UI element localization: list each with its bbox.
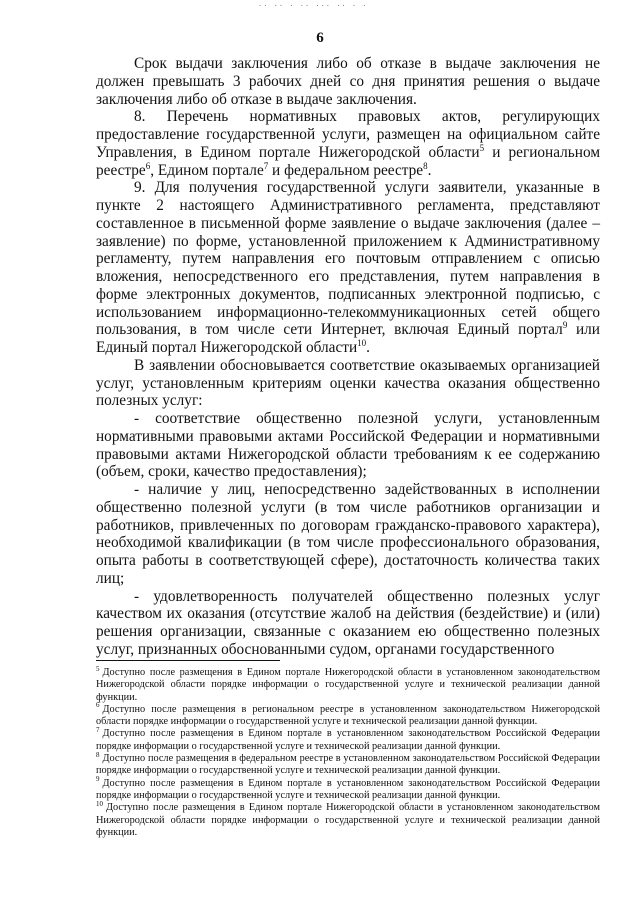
footnote xyxy=(96,775,600,803)
footnote xyxy=(96,664,600,704)
paragraph-text: , Едином портале xyxy=(150,161,264,179)
footnote-ref[interactable]: 5 xyxy=(479,142,485,153)
paragraph-issue-term: Срок выдачи заключения либо об отказе в выдаче заключения не должен превышать 3 рабочих дней со дня принятия решения о выдаче заключения либо об отказе в выдаче заключения. xyxy=(96,55,600,108)
paragraph-text: . xyxy=(366,339,370,356)
footnote xyxy=(96,750,600,778)
footnote-ref[interactable]: 7 xyxy=(263,160,269,171)
paragraph-9-application xyxy=(96,179,600,357)
footnote-text: Доступно после размещения в региональном реестре в установленном законодательством Нижегородской области порядке информации о государственной услуге и технической реализации данной функции. xyxy=(96,703,600,728)
footnote-text: Доступно после размещения в Едином портале Нижегородской области в установленном законодательством Нижегородской области порядке информации о государственной услуге и технической реализации данной функции. xyxy=(96,667,600,703)
paragraph-application-justification: В заявлении обосновывается соответствие оказываемых организацией услуг, установленным критериям оценки качества оказания общественно полезных услуг: xyxy=(96,356,600,410)
criterion-compliance: - соответствие общественно полезной услуги, установленным нормативными правовыми актами Российской Федерации и нормативными правовыми актами Нижегородской области требованиям к ее содержанию (объем, сроки, качество предоставления); xyxy=(96,410,600,481)
footnote-text: Доступно после размещения в Едином портале Нижегородской области в установленном законодательством Нижегородской области порядке информации о государственной услуге и технической реализации данной функции. xyxy=(96,802,600,838)
footnote-number: 7 xyxy=(96,726,100,735)
footnote-text: Доступно после размещения в Едином портале в установленном законодательством Российской Федерации порядке информации о государственной услуге и технической реализации данной функции. xyxy=(96,777,600,801)
paragraph-8-legal-acts xyxy=(96,108,600,179)
document-body xyxy=(96,55,600,659)
criterion-qualification: - наличие у лиц, непосредственно задействованных в исполнении общественно полезной услуги (в том числе работников организации и работников, привлеченных по договорам гражданско-правового характера), необходимой квалификации (в том числе профессионального образования, опыта работы в соответствующей сфере), достаточность количества таких лиц; xyxy=(96,481,600,587)
footnote-text: Доступно после размещения в Едином портале в установленном законодательством Российской Федерации порядке информации о государственной услуге и технической реализации данной функции. xyxy=(96,728,600,752)
paragraph-text: . xyxy=(427,161,432,179)
footnote-ref[interactable]: 6 xyxy=(145,160,151,171)
page-number: 6 xyxy=(316,30,324,46)
footnotes xyxy=(96,664,600,839)
footnote xyxy=(96,799,600,839)
paragraph-text: 8. Перечень нормативных правовых актов, регулирующих предоставление государственной услуги, размещен на официальном сайте Управления, в Едином портале Нижегородской области xyxy=(96,108,600,161)
footnote-number: 6 xyxy=(96,701,100,710)
footnote-text: Доступно после размещения в федеральном реестре в установленном законодательством Российской Федерации порядке информации о государственной услуге и технической реализации данной функции. xyxy=(96,753,600,777)
footnote xyxy=(96,701,600,729)
footnote-separator xyxy=(96,660,280,661)
paragraph-text: или Единый портал Нижегородской области xyxy=(96,321,600,356)
paragraph-text: и региональном реестре xyxy=(96,143,600,179)
paragraph-text: 9. Для получения государственной услуги заявители, указанные в пункте 2 настоящего Административного регламента, представляют составленное в письменной форме заявление о выдаче заключения (далее – заявление) по форме, установленной приложением к Административному регламенту, путем направления его почтовым отправлением с описью вложения, непосредственного его представления, путем направления в форме электронных документов, подписанных электронной подписью, с использованием информационно-телекоммуникационных сетей общего пользования, в том числе сети Интернет, включая Единый портал xyxy=(96,179,600,339)
paragraph-text: и федеральном реестре xyxy=(268,161,424,179)
footnote-ref[interactable]: 8 xyxy=(423,160,428,171)
footnote xyxy=(96,728,600,753)
scan-header-mark: ·· ·· · ·· ··· ·· · · xyxy=(258,2,368,10)
criterion-satisfaction: - удовлетворенность получателей общественно полезных услуг качеством их оказания (отсутствие жалоб на действия (бездействие) и (или) решения организации, связанные с оказанием ею общественно полезных услуг, признанных обоснованными судом, органами государственного xyxy=(96,587,600,658)
footnote-number: 9 xyxy=(96,775,100,784)
footnote-ref[interactable]: 9 xyxy=(562,320,568,331)
footnote-ref[interactable]: 10 xyxy=(357,337,367,348)
footnote-number: 8 xyxy=(96,750,100,759)
footnote-number: 10 xyxy=(96,799,103,808)
footnote-number: 5 xyxy=(96,664,100,673)
